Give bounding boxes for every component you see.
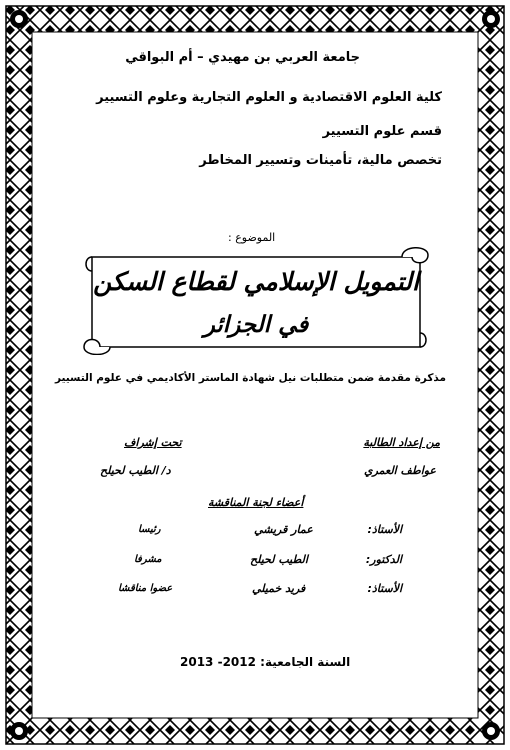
supervisor-heading: تحت إشراف bbox=[124, 436, 182, 449]
faculty-name: كلية العلوم الاقتصادية و العلوم التجارية وعلوم التسيير bbox=[96, 90, 442, 105]
memo-statement: مذكرة مقدمة ضمن متطلبات نيل شهادة الماستر الأكاديمي في علوم التسيير bbox=[54, 372, 446, 384]
committee-member-role: مشرفا bbox=[134, 554, 162, 565]
student-name: عواطف العمري bbox=[363, 464, 436, 477]
thesis-title-line1: التمويل الإسلامي لقطاع السكن bbox=[93, 267, 419, 296]
committee-member-role: عضوا مناقشا bbox=[118, 583, 173, 594]
committee-member-title: الأستاذ: bbox=[367, 582, 402, 595]
university-name: جامعة العربي بن مهيدي – أم البواقي bbox=[125, 50, 360, 65]
committee-heading: أعضاء لجنة المناقشة bbox=[208, 496, 304, 509]
thesis-title-line2: في الجزائر bbox=[203, 311, 309, 338]
supervisor-name: د/ الطيب لحيلح bbox=[100, 464, 171, 477]
specialty-name: تخصص مالية، تأمينات وتسيير المخاطر bbox=[199, 153, 442, 168]
subject-label: الموضوع : bbox=[228, 231, 276, 244]
scroll-shape bbox=[80, 243, 432, 355]
committee-member-role: رئيسا bbox=[138, 524, 161, 535]
committee-member-title: الأستاذ: bbox=[367, 523, 402, 536]
committee-member-name: عمار قريشي bbox=[254, 523, 313, 536]
student-heading: من إعداد الطالبة bbox=[363, 436, 440, 449]
department-name: قسم علوم التسيير bbox=[322, 124, 442, 139]
title-scroll bbox=[80, 243, 432, 355]
committee-member-name: فريد خميلي bbox=[252, 582, 306, 595]
committee-member-name: الطيب لحيلح bbox=[250, 553, 308, 566]
academic-year: السنة الجامعية: 2012- 2013 bbox=[180, 655, 351, 669]
committee-member-title: الدكتور: bbox=[365, 553, 402, 566]
